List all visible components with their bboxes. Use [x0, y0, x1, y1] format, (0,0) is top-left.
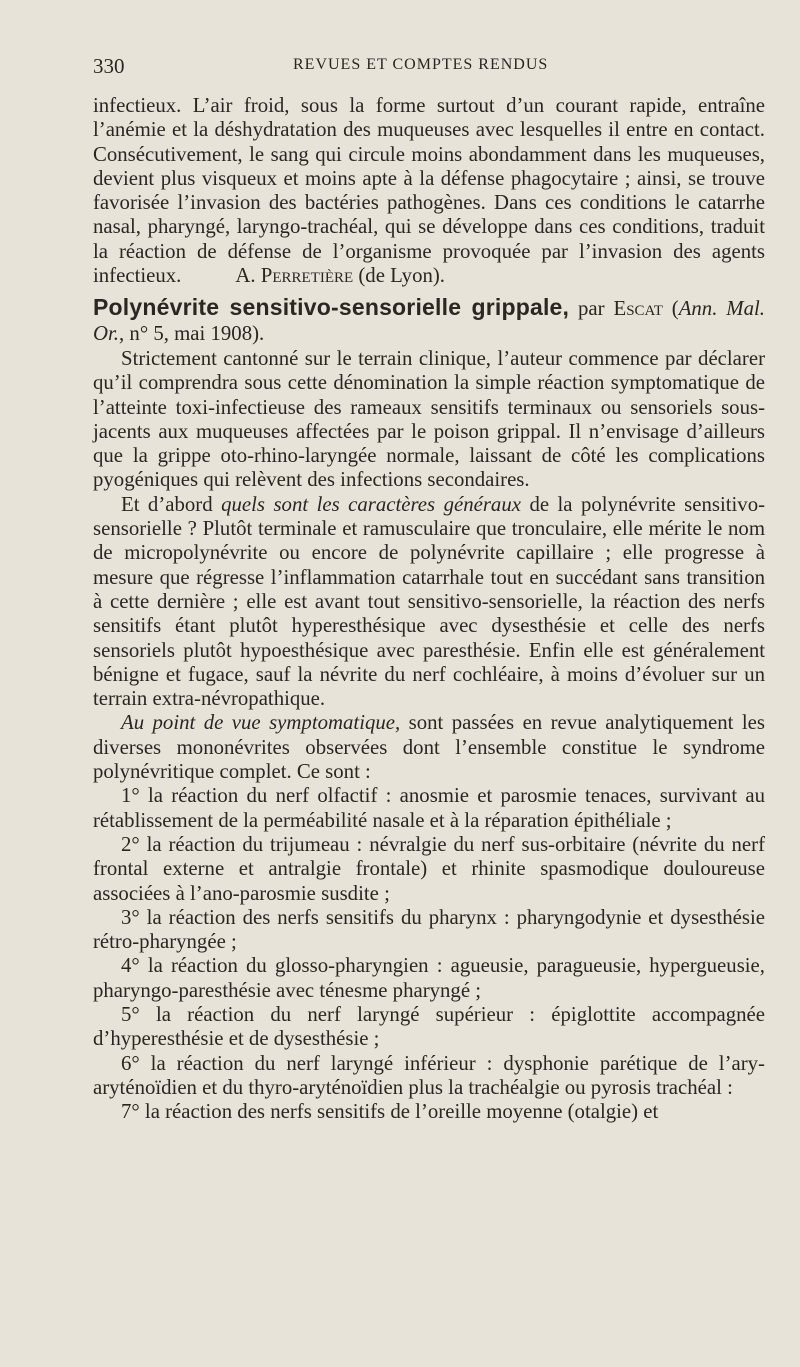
article-heading	[93, 295, 765, 346]
paragraph-1: Strictement cantonné sur le terrain clinique, l’auteur commence par déclarer qu’il comprendra sous cette dénomination la simple réaction symptomatique de l’atteinte toxi-infectieuse des rameaux sensitifs terminaux ou sensoriels sous-jacents aux muqueuses affectées par le poison grippal. Il n’envisage d’ailleurs que la grippe oto-rhino-laryngée normale, laissant de côté les complications pyogéniques qui relèvent des infections secondaires.	[93, 346, 765, 492]
list-item: 1° la réaction du nerf olfactif : anosmie et parosmie tenaces, survivant au rétablissement de la perméabilité nasale et à la réparation épithéliale ;	[93, 784, 765, 832]
p3-italic: Au point de vue symptomatique,	[121, 711, 401, 735]
p3-rest: sont passées en revue analytiquement les diverses mononévrites observées dont l’ensemble constitue le syndrome polynévritique complet. Ce sont :	[93, 711, 765, 784]
p2-rest: de la polynévrite sensitivo-sensorielle ? Plutôt terminale et ramusculaire que tronculaire, elle mérite le nom de micropolynévrite ou encore de polynévrite capillaire ; elle progresse à mesure que régresse l’inflammation catarrhale tout en succédant sans transition à cette dernière ; elle est avant tout sensitivo-sensorielle, la réaction des nerfs sensitifs étant plutôt hyperesthésique avec dysesthésie et celle des nerfs sensoriels plutôt hypoesthésique avec paresthésie. Enfin elle est généralement bénigne et fugace, sauf la névrite du nerf cochléaire, à moins d’évoluer sur un terrain extra-névropathique.	[93, 492, 766, 711]
article-by: par	[578, 297, 605, 321]
continuation-paragraph	[93, 94, 765, 288]
list-item: 7° la réaction des nerfs sensitifs de l’oreille moyenne (otalgie) et	[121, 1100, 659, 1124]
list-item: 4° la réaction du glosso-pharyngien : agueusie, paragueusie, hypergueusie, pharyngo-paresthésie avec ténesme pharyngé ;	[93, 954, 765, 1002]
signature-place: (de Lyon).	[358, 264, 446, 288]
continuation-text: infectieux. L’air froid, sous la forme surtout d’un courant rapide, entraîne l’anémie et la déshydratation des muqueuses avec lesquelles il entre en contact. Consécutivement, le sang qui circule moins abondamment dans les muqueuses, devient plus visqueux et moins apte à la défense phagocytaire ; ainsi, se trouve favorisée l’invasion des bactéries pathogènes. Dans ces conditions le catarrhe nasal, pharyngé, laryngo-trachéal, qui se développe dans ces conditions, traduit la réaction de défense de l’organisme provoquée par l’invasion des agents infectieux.	[93, 94, 765, 288]
list-item: 3° la réaction des nerfs sensitifs du pharynx : pharyngodynie et dysesthésie rétro-pharyngée ;	[93, 905, 765, 954]
p2-italic: quels sont les caractères généraux	[221, 492, 521, 516]
article-ref-open: (	[671, 297, 679, 321]
list-item: 2° la réaction du trijumeau : névralgie du nerf sus-orbitaire (névrite du nerf frontal externe et antralgie frontale) et rhinite spasmodique douloureuse associées à l’ano-parosmie susdite ;	[93, 832, 765, 905]
list-item: 6° la réaction du nerf laryngé inférieur : dysphonie parétique de l’ary-aryténoïdien et du thyro-aryténoïdien plus la trachéalgie ou pyrosis trachéal :	[93, 1051, 765, 1099]
article-ref-rest: , n° 5, mai 1908).	[119, 321, 265, 345]
signature-name: Perretière	[260, 264, 354, 288]
running-head	[93, 54, 768, 94]
list-item: 5° la réaction du nerf laryngé supérieur : épiglottite accompagnée d’hyperesthésie et de dysesthésie ;	[93, 1002, 765, 1051]
page-body	[93, 94, 765, 1124]
paragraph-2	[93, 493, 765, 712]
signature-initial: A.	[235, 264, 256, 288]
article-title: Polynévrite sensitivo-sensorielle grippale,	[93, 294, 570, 321]
paragraph-3	[93, 711, 765, 784]
signature	[235, 264, 445, 288]
article-journal: Ann. Mal. Or.	[93, 297, 765, 345]
p2-lead: Et d’abord	[121, 492, 213, 516]
running-title: REVUES ET COMPTES RENDUS	[293, 56, 549, 73]
page-number: 330	[93, 54, 125, 78]
article-author: Escat	[613, 297, 663, 321]
